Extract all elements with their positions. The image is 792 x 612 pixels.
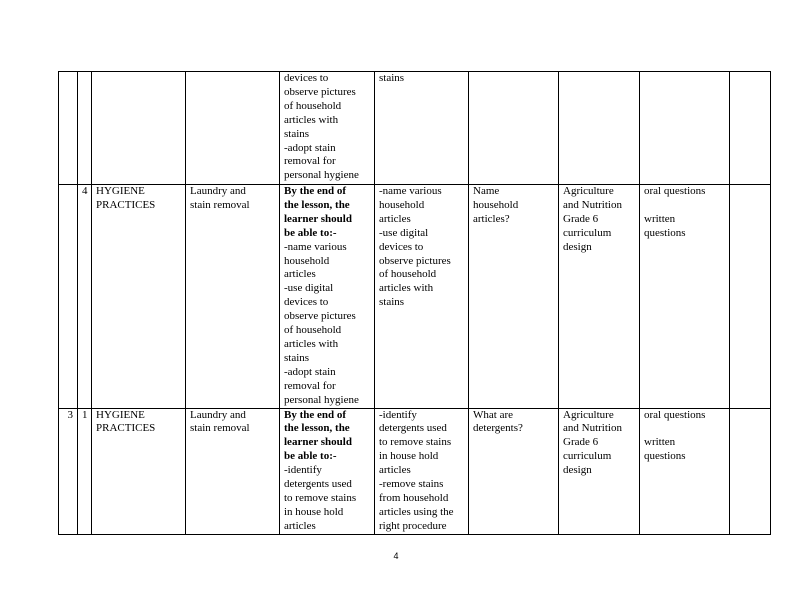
cell-text-line: -use digital (379, 226, 429, 239)
cell-text-line: -identify (379, 408, 417, 421)
cell-text-line: personal hygiene (284, 393, 359, 406)
cell-text-line: Agriculture (563, 408, 614, 421)
cell-text-line: -adopt stain (284, 141, 336, 154)
cell-text-line: stains (379, 296, 405, 309)
cell-text-line: Grade 6 (563, 436, 599, 449)
cell-text-line: stains (284, 351, 310, 364)
lesson-cell: 1 (78, 408, 92, 534)
cell-text-line: be able to:- (284, 226, 337, 239)
page-number: 4 (393, 551, 399, 561)
cell-text-line: and Nutrition (563, 422, 622, 435)
reflection-cell (730, 72, 771, 185)
cell-text-line: articles (379, 464, 411, 477)
table-row (59, 408, 771, 534)
cell-text-line: removal for (284, 155, 336, 168)
strand-cell (92, 185, 186, 409)
cell-text-line: design (563, 464, 592, 477)
cell-text-line: removal for (284, 379, 336, 392)
cell-text-line: detergents used (284, 478, 352, 491)
cell-text-line: -identify (284, 464, 322, 477)
cell-text-line: observe pictures (284, 85, 356, 98)
cell-text-line: articles with (284, 337, 339, 350)
cell-text-line: oral questions (644, 408, 706, 421)
cell-text-line: -name various (284, 240, 347, 253)
cell-text-line: learner should (284, 436, 352, 449)
cell-text-line: to remove stains (379, 436, 452, 449)
key-inquiry-cell (469, 72, 559, 185)
cell-text-line: HYGIENE (96, 408, 145, 421)
cell-text-line: articles with (379, 282, 434, 295)
cell-text-line: -adopt stain (284, 365, 336, 378)
cell-text-line: Grade 6 (563, 212, 599, 225)
table-body (59, 72, 771, 535)
cell-text-line: What are (473, 408, 513, 421)
strand-cell (92, 72, 186, 185)
strand-cell (92, 408, 186, 534)
cell-text-line: articles using the (379, 505, 454, 518)
assessment-cell (640, 185, 730, 409)
cell-text-line: written (644, 436, 676, 449)
cell-text-line: written (644, 212, 676, 225)
assessment-cell (640, 72, 730, 185)
learning-experiences-cell (375, 185, 469, 409)
cell-text-line: of household (379, 268, 437, 281)
cell-text-line: articles (379, 212, 411, 225)
table-row (59, 185, 771, 409)
cell-text-line: in house hold (379, 450, 439, 463)
cell-text-line: of household (284, 324, 342, 337)
cell-text-line: By the end of (284, 185, 347, 197)
learning-outcomes-cell (280, 185, 375, 409)
week-cell (59, 72, 78, 185)
cell-text-line: be able to:- (284, 450, 337, 463)
cell-text-line: curriculum (563, 226, 612, 239)
cell-text-line: stain removal (190, 198, 250, 211)
key-inquiry-cell (469, 185, 559, 409)
cell-text-line: Name (473, 185, 500, 197)
reflection-cell (730, 185, 771, 409)
cell-text-line: articles (284, 268, 316, 281)
cell-text-line: articles? (473, 212, 510, 225)
learning-resources-cell (559, 185, 640, 409)
cell-text-line: PRACTICES (96, 198, 156, 211)
cell-text-line: articles (284, 519, 316, 532)
cell-text-line: design (563, 240, 592, 253)
cell-text-line: By the end of (284, 408, 347, 421)
lesson-cell: 4 (78, 185, 92, 409)
cell-text-line: observe pictures (379, 254, 451, 267)
cell-text-line: to remove stains (284, 491, 357, 504)
cell-text-line: observe pictures (284, 310, 356, 323)
cell-text-line: right procedure (379, 519, 447, 532)
scheme-of-work-table (58, 71, 771, 535)
cell-text-line: from household (379, 491, 449, 504)
cell-text-line: the lesson, the (284, 422, 350, 435)
cell-text-line: -remove stains (379, 478, 444, 491)
cell-text-line: Laundry and (190, 408, 246, 421)
cell-text-line: stain removal (190, 422, 250, 435)
cell-text-line: learner should (284, 212, 352, 225)
cell-text-line: HYGIENE (96, 185, 145, 197)
cell-text-line: detergents used (379, 422, 447, 435)
cell-text-line: devices to (379, 240, 424, 253)
cell-text-line: devices to (284, 72, 329, 84)
sub-strand-cell (186, 185, 280, 409)
cell-text-line: household (473, 198, 519, 211)
week-cell (59, 185, 78, 409)
cell-text-line: stains (284, 127, 310, 140)
cell-text-line (644, 199, 725, 213)
cell-text-line: -use digital (284, 282, 334, 295)
cell-text-line: in house hold (284, 505, 344, 518)
cell-text-line: articles with (284, 113, 339, 126)
cell-text-line: oral questions (644, 185, 706, 197)
cell-text-line (644, 422, 725, 436)
learning-resources-cell (559, 408, 640, 534)
sub-strand-cell (186, 408, 280, 534)
cell-text-line: -name various (379, 185, 442, 197)
cell-text-line: questions (644, 450, 686, 463)
cell-text-line: PRACTICES (96, 422, 156, 435)
learning-experiences-cell (375, 408, 469, 534)
cell-text-line: and Nutrition (563, 198, 622, 211)
sub-strand-cell (186, 72, 280, 185)
lesson-cell (78, 72, 92, 185)
table-row (59, 72, 771, 185)
key-inquiry-cell (469, 408, 559, 534)
cell-text-line: questions (644, 226, 686, 239)
cell-text-line: devices to (284, 296, 329, 309)
learning-resources-cell (559, 72, 640, 185)
cell-text-line: stains (379, 72, 405, 84)
cell-text-line: the lesson, the (284, 198, 350, 211)
learning-experiences-cell (375, 72, 469, 185)
cell-text-line: detergents? (473, 422, 523, 435)
assessment-cell (640, 408, 730, 534)
learning-outcomes-cell (280, 408, 375, 534)
reflection-cell (730, 408, 771, 534)
cell-text-line: of household (284, 99, 342, 112)
cell-text-line: household (284, 254, 330, 267)
cell-text-line: personal hygiene (284, 169, 359, 182)
cell-text-line: Agriculture (563, 185, 614, 197)
learning-outcomes-cell (280, 72, 375, 185)
cell-text-line: household (379, 198, 425, 211)
cell-text-line: Laundry and (190, 185, 246, 197)
cell-text-line: curriculum (563, 450, 612, 463)
week-cell: 3 (59, 408, 78, 534)
